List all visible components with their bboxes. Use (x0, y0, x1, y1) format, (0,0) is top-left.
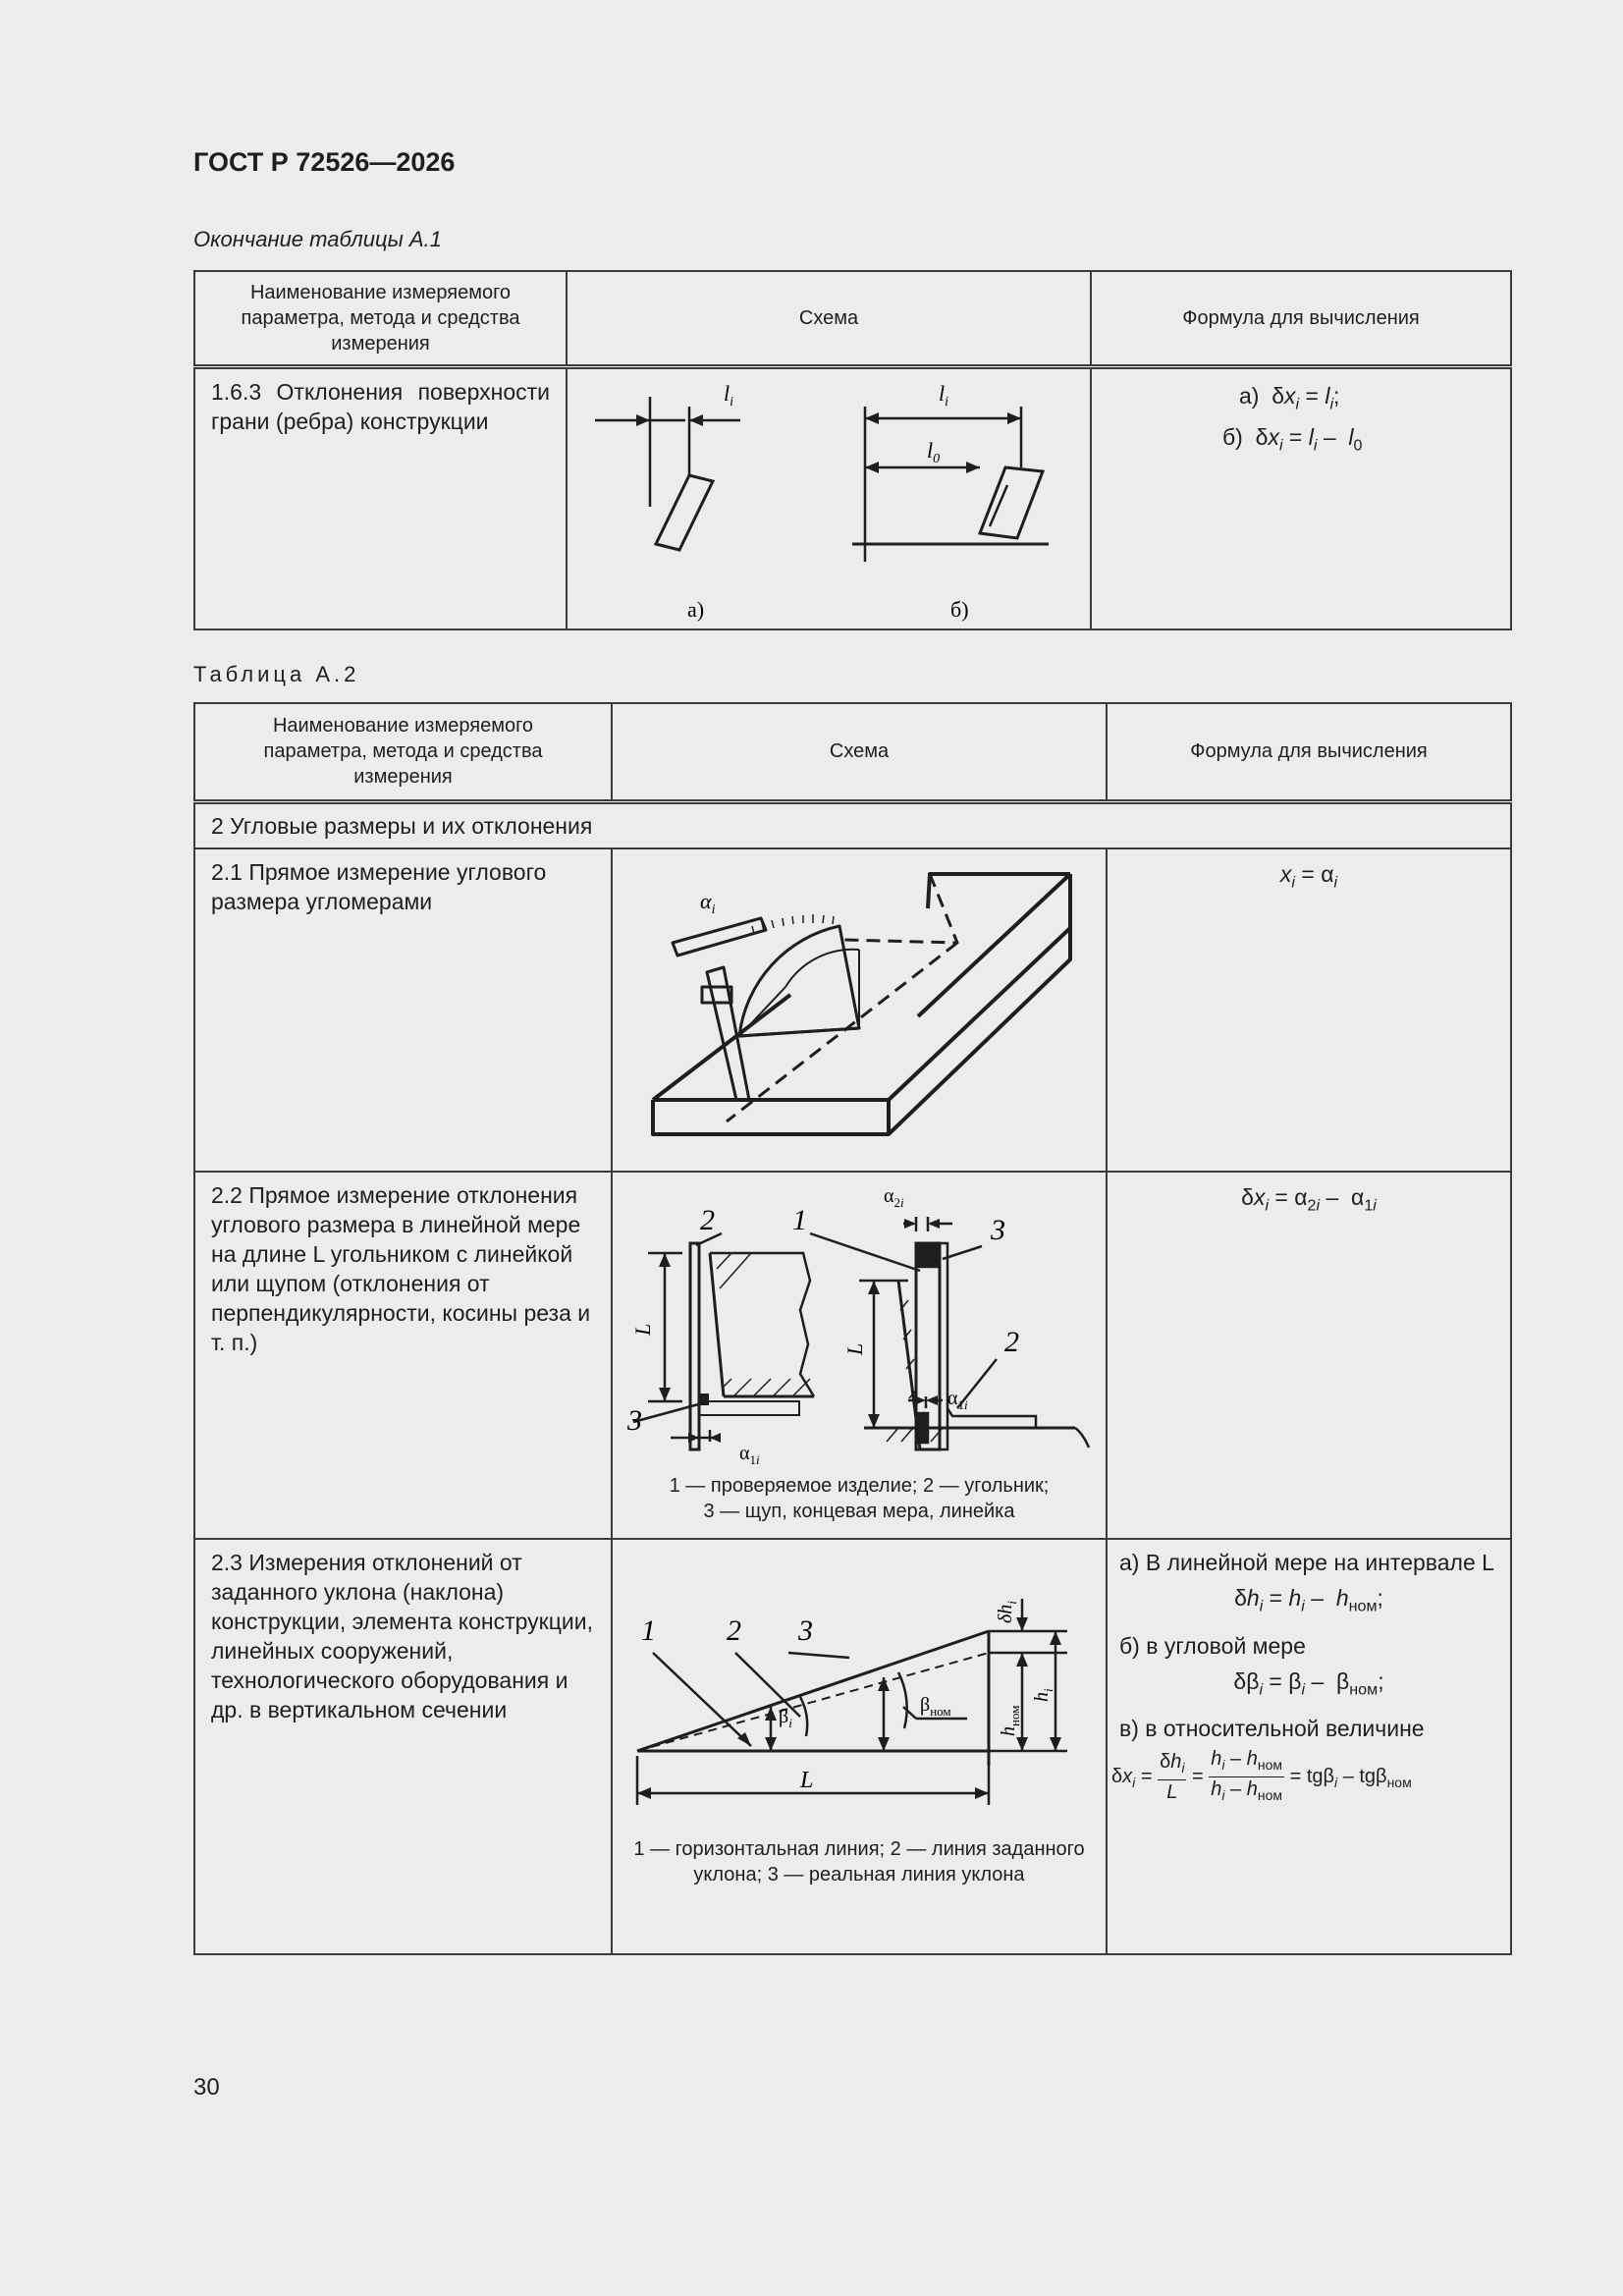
table-row (194, 1539, 1511, 1954)
formula-a-line: а) $\delta x_i = l_i$; (1239, 382, 1340, 413)
label-part-2-left: 2 (700, 1204, 715, 1236)
scheme-2-2-legend-line-2: 3 — щуп, концевая мера, линейка (703, 1501, 1015, 1522)
label-l0: $l_0$ (927, 437, 941, 466)
formula-2-3-c-text: в) в относительной величине (1119, 1716, 1425, 1742)
label-part-2-right: 2 (1004, 1326, 1019, 1358)
column-header-parameter: Наименование измеряемого параметра, метода и средства измерения (194, 703, 612, 801)
label-part-1: 1 (792, 1204, 807, 1236)
label-L-right: L (842, 1342, 867, 1355)
section-title: 2 Угловые размеры и их отклонения (194, 801, 1511, 848)
page-number: 30 (193, 2074, 220, 2101)
formula-2-3 (1107, 1539, 1511, 1954)
formula-1-6-3 (1091, 366, 1511, 629)
protractor-diagram (614, 849, 1105, 1169)
scheme-2-3-legend: 1 — горизонтальная линия; 2 — линия заданного уклона; 3 — реальная линия уклона (633, 1838, 1085, 1886)
formula-b-line: б) $\delta x_i = l_i - l_0$ (1222, 424, 1363, 455)
table-a1-caption: Окончание таблицы А.1 (193, 227, 442, 251)
label-h-nom: $h_{ном}$ (998, 1705, 1022, 1736)
table-row (194, 366, 1511, 629)
table-a2-header-row (194, 703, 1511, 801)
row-2-1-name: 2.1 Прямое измерение углового размера угломерами (194, 848, 612, 1172)
label-L-left: L (630, 1323, 655, 1336)
scheme-1-6-3 (567, 366, 1091, 629)
label-alpha-2i: $\alpha_2i$ (884, 1185, 904, 1210)
formula-2-2: $\delta x_i = \alpha_{2i} - \alpha_{1i}$ (1107, 1172, 1511, 1539)
formula-2-3-b: $\delta\beta_i = \beta_i - \beta_{ном}$; (1233, 1667, 1384, 1699)
formula-2-3-c: $\delta x_i$ = $\frac{\delta h_i}{L}$ = $\frac{h_i - h_{ном}}{h_i - h_{ном}}$ = tgβ$_i$ – tgβ$_{ном}$ (1111, 1748, 1412, 1804)
section-row (194, 801, 1511, 848)
label-line-2: 2 (727, 1614, 741, 1647)
label-part-3-right: 3 (991, 1214, 1005, 1246)
document-code: ГОСТ Р 72526—2026 (193, 147, 456, 177)
scheme-2-3 (612, 1539, 1107, 1954)
label-hi: $h_i$ (1031, 1688, 1055, 1702)
column-header-formula: Формула для вычисления (1091, 271, 1511, 366)
formula-2-3-b-text: б) в угловой мере (1119, 1632, 1306, 1659)
table-row (194, 848, 1511, 1172)
table-a2-caption: Таблица А.2 (193, 662, 360, 686)
scheme-2-2 (612, 1172, 1107, 1539)
table-a2 (193, 702, 1512, 1955)
row-2-2-name: 2.2 Прямое измерение отклонения углового размера в линейной мере на длине L угольником с линейкой или щупом (отклонения от перпендикулярности, косины реза и т. п.) (194, 1172, 612, 1539)
formula-2-3-a: $\delta h_i = h_i - h_{ном}$; (1234, 1585, 1383, 1615)
slope-diagram (614, 1540, 1105, 1834)
label-part-3-left: 3 (627, 1404, 642, 1437)
label-L: L (800, 1768, 814, 1793)
label-li-b: $l_i$ (939, 380, 949, 410)
scheme-2-1 (612, 848, 1107, 1172)
label-variant-b: б) (950, 596, 969, 622)
label-alpha-i: $\alpha_i$ (700, 889, 716, 917)
label-alpha-1i-right: $\alpha_1i$ (947, 1388, 968, 1412)
formula-2-1: $x_i = \alpha_i$ (1107, 848, 1511, 1172)
label-delta-hi: $\delta h_i$ (995, 1601, 1019, 1623)
label-beta-nom: $\beta_{ном}$ (920, 1694, 951, 1719)
label-li-a: $l_i$ (724, 380, 734, 410)
label-variant-a: а) (687, 596, 705, 622)
column-header-formula: Формула для вычисления (1107, 703, 1511, 801)
table-a1 (193, 270, 1512, 630)
surface-deviation-diagram (568, 369, 1092, 629)
label-alpha-1i-left: $\alpha_1i$ (739, 1443, 760, 1467)
column-header-parameter: Наименование измеряемого параметра, метода и средства измерения (194, 271, 567, 366)
scheme-2-2-legend-line-1: 1 — проверяемое изделие; 2 — угольник; (669, 1475, 1050, 1497)
formula-2-3-a-text: а) В линейной мере на интервале L (1119, 1550, 1494, 1575)
squareness-diagram (614, 1173, 1105, 1473)
label-beta-i: $\beta_i$ (779, 1706, 792, 1730)
row-2-3-name: 2.3 Измерения отклонений от заданного уклона (наклона) конструкции, элемента конструкции, линейных сооружений, технологического оборудования и др. в вертикальном сечении (194, 1539, 612, 1954)
table-row (194, 1172, 1511, 1539)
row-1-6-3-name: 1.6.3 Отклонения поверхности грани (ребра) конструкции (194, 366, 567, 629)
column-header-scheme: Схема (567, 271, 1091, 366)
label-line-1: 1 (641, 1614, 656, 1647)
table-a1-header-row (194, 271, 1511, 366)
label-line-3: 3 (798, 1614, 813, 1647)
column-header-scheme: Схема (612, 703, 1107, 801)
